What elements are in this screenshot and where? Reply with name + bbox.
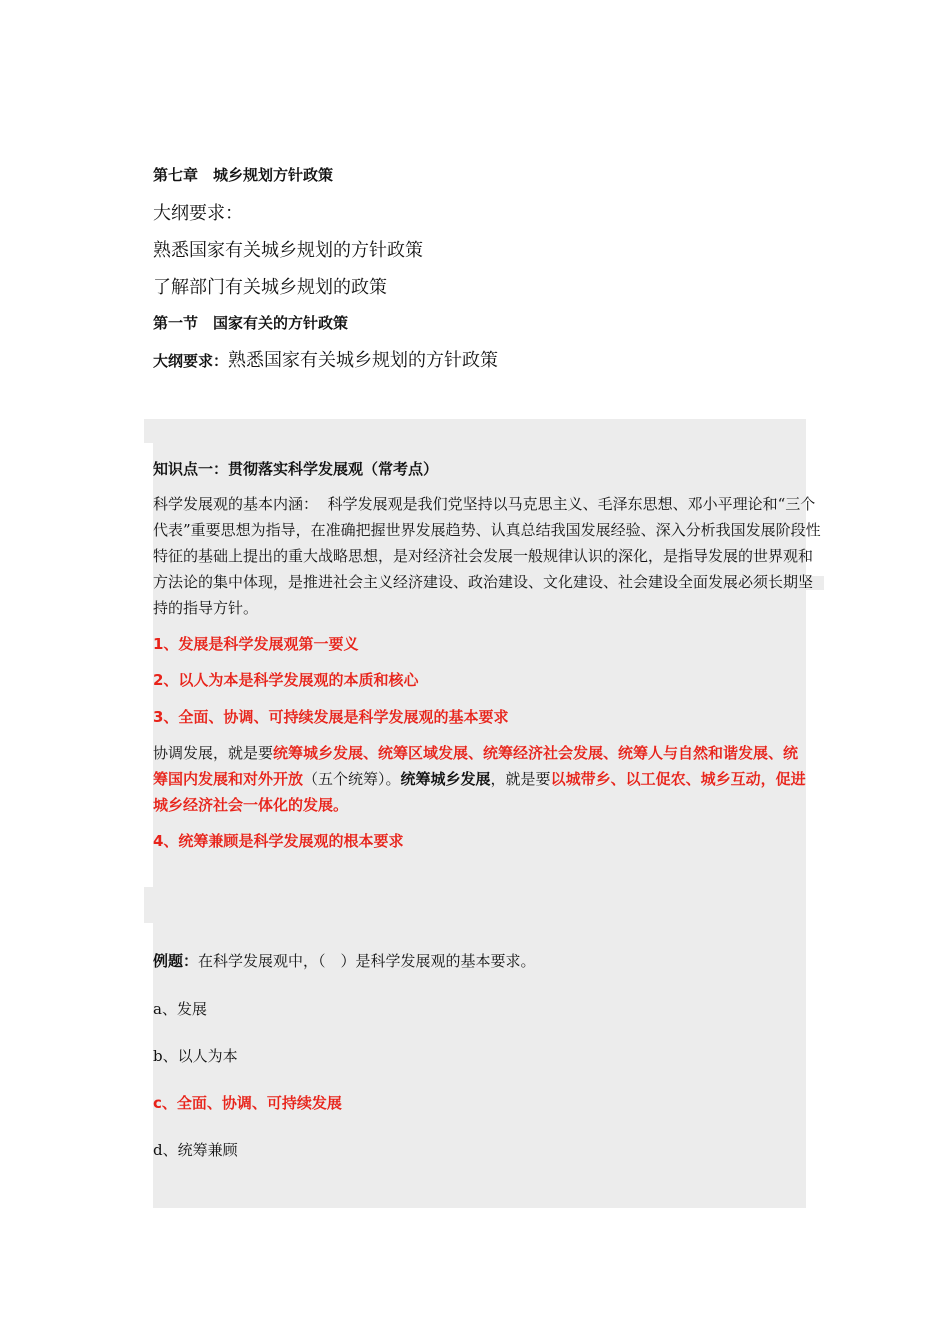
section-outline-label: 大纲要求：: [153, 352, 229, 370]
knowledge-point-1: 1、发展是科学发展观第一要义: [153, 635, 359, 653]
section-outline-text: 熟悉国家有关城乡规划的方针政策: [228, 350, 499, 371]
knowledge-intro-label: 科学发展观的基本内涵：: [153, 495, 319, 513]
coordination-mid-2: ，就是要: [490, 770, 551, 788]
example-option-b: b、以人为本: [153, 1047, 238, 1065]
chapter-outline-label: 大纲要求：: [153, 203, 243, 224]
knowledge-intro-text: 科学发展观是我们党坚持以马克思主义、毛泽东思想、邓小平理论和“三个代表”重要思想为指导，在准确把握世界发展趋势、认真总结我国发展经验、深入分析我国发展阶段性特征的基础上提出的重大战略思想，是对经济社会发展一般规律认识的深化，是指导发展的世界观和方法论的集中体现，是推进社会主义经济建设、政治建设、文化建设、社会建设全面发展必须长期坚持的指导方针。: [153, 495, 821, 617]
coordination-paragraph: [153, 740, 813, 818]
coordination-urban-rural: 统筹城乡发展: [400, 770, 491, 788]
example-label: 例题：: [153, 952, 199, 970]
chapter-requirement-1: 熟悉国家有关城乡规划的方针政策: [153, 240, 423, 261]
coordination-urban-rural-detail: 以城带乡、以工促农、城乡互动，促进城乡经济社会一体化的发展。: [153, 770, 806, 814]
example-option-c-answer: c、全面、协调、可持续发展: [153, 1094, 342, 1112]
shaded-block-example: [153, 887, 806, 1208]
knowledge-point-4: 4、统筹兼顾是科学发展观的根本要求: [153, 832, 404, 850]
example-option-d: d、统筹兼顾: [153, 1141, 238, 1159]
section-outline: [153, 346, 498, 372]
example-question: [153, 950, 536, 971]
chapter-title: 第七章 城乡规划方针政策: [153, 166, 334, 184]
coordination-mid: （五个统筹）。: [303, 770, 401, 788]
knowledge-point-2: 2、以人为本是科学发展观的本质和核心: [153, 671, 419, 689]
knowledge-point-3: 3、全面、协调、可持续发展是科学发展观的基本要求: [153, 708, 509, 726]
coordination-five-items: 统筹城乡发展、统筹区域发展、统筹经济社会发展、统筹人与自然和谐发展、统筹国内发展和对外开放: [153, 744, 799, 788]
chapter-requirement-2: 了解部门有关城乡规划的政策: [153, 277, 387, 298]
knowledge-intro-paragraph: [153, 491, 825, 621]
knowledge-title: 知识点一：贯彻落实科学发展观（常考点）: [153, 460, 439, 478]
coordination-prefix: 协调发展，就是要: [153, 744, 274, 762]
example-option-a: a、发展: [153, 1000, 207, 1018]
section-title: 第一节 国家有关的方针政策: [153, 314, 349, 332]
example-question-text: 在科学发展观中，（ ）是科学发展观的基本要求。: [198, 952, 536, 970]
